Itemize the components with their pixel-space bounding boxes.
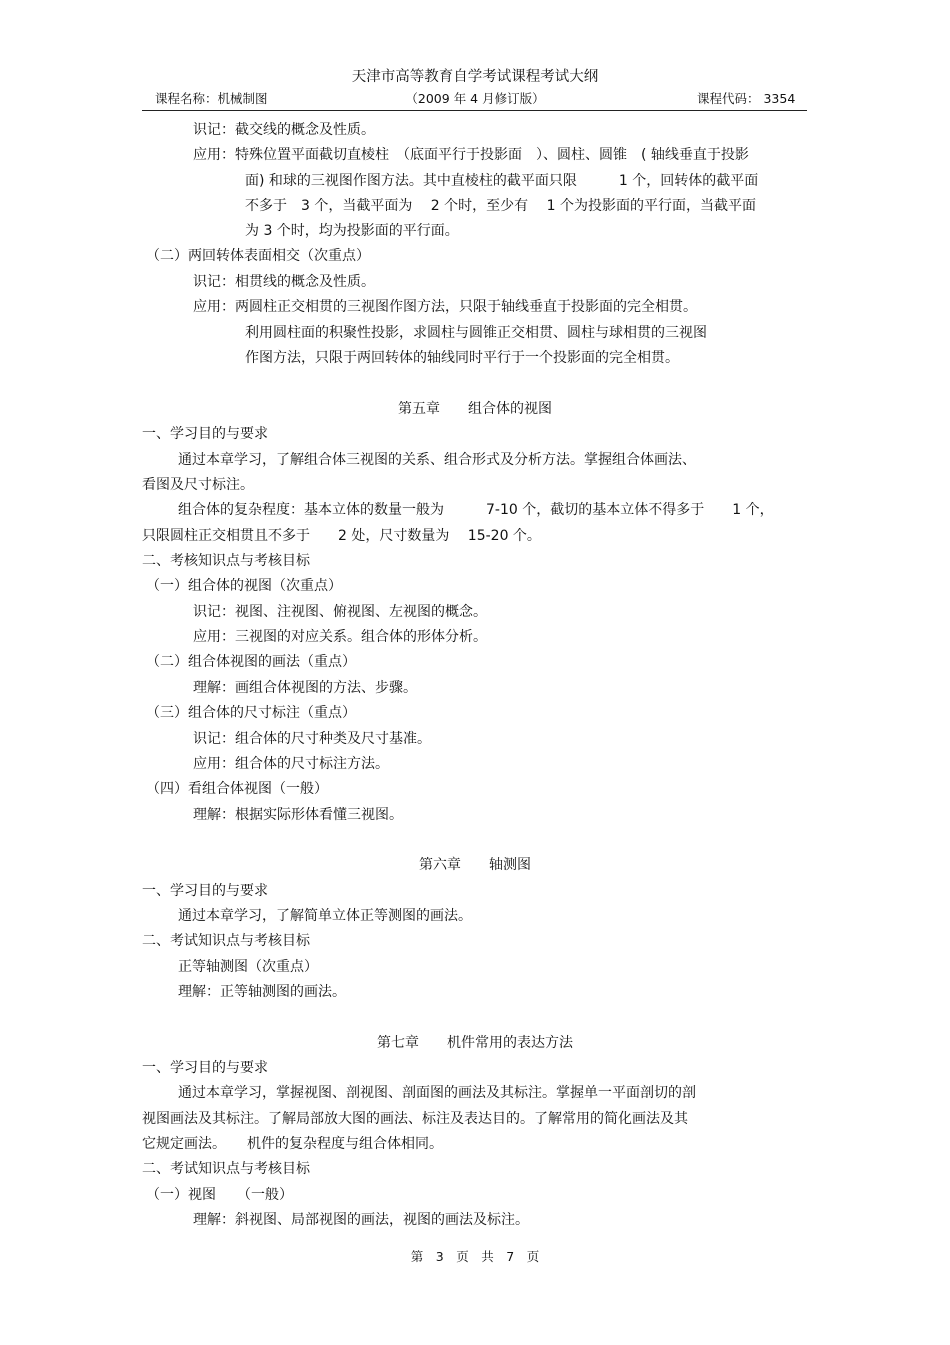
text-line: 正等轴测图（次重点）: [178, 959, 318, 975]
text-line: 利用圆柱面的积聚性投影，求圆柱与圆锥正交相贯、圆柱与球相贯的三视图: [245, 325, 707, 341]
text-line: 看图及尺寸标注。: [142, 477, 254, 493]
text-line: 面) 和球的三视图作图方法。其中直棱柱的截平面只限 1 个，回转体的截平面: [245, 173, 759, 189]
text-line: 理解：斜视图、局部视图的画法，视图的画法及标注。: [193, 1212, 529, 1228]
text-line: 应用：两圆柱正交相贯的三视图作图方法，只限于轴线垂直于投影面的完全相贯。: [193, 299, 697, 315]
text-line: 识记：视图、注视图、俯视图、左视图的概念。: [193, 604, 487, 620]
text-line: 为 3 个时，均为投影面的平行面。: [245, 223, 459, 239]
text-line: 只限圆柱正交相贯且不多于 2 处，尺寸数量为 15-20 个。: [142, 528, 541, 544]
text-line: 不多于 3 个，当截平面为 2 个时，至少有 1 个为投影面的平行面，当截平面: [245, 198, 756, 214]
syllabus-title: 天津市高等教育自学考试课程考试大纲: [351, 69, 599, 85]
section-heading: （四）看组合体视图（一般）: [146, 781, 328, 797]
text-line: 通过本章学习，了解组合体三视图的关系、组合形式及分析方法。掌握组合体画法、: [178, 452, 696, 468]
section-heading: 二、考试知识点与考核目标: [142, 1161, 310, 1177]
text-line: 视图画法及其标注。了解局部放大图的画法、标注及表达目的。了解常用的简化画法及其: [142, 1111, 688, 1127]
text-line: 组合体的复杂程度：基本立体的数量一般为 7-10 个，截切的基本立体不得多于 1 个，: [178, 502, 774, 518]
text-line: 理解：根据实际形体看懂三视图。: [193, 807, 403, 823]
section-heading: 一、学习目的与要求: [142, 883, 268, 899]
chapter-heading: 第六章 轴测图: [419, 857, 531, 873]
text-line: 理解：画组合体视图的方法、步骤。: [193, 680, 417, 696]
section-heading: （一）视图 （一般）: [146, 1187, 293, 1203]
text-line: 作图方法，只限于两回转体的轴线同时平行于一个投影面的完全相贯。: [245, 350, 679, 366]
header-divider: [142, 110, 807, 111]
course-code: 课程代码： 3354: [697, 91, 796, 106]
text-line: 应用：组合体的尺寸标注方法。: [193, 756, 389, 772]
text-line: 理解：正等轴测图的画法。: [178, 984, 346, 1000]
section-heading: （二）两回转体表面相交（次重点）: [146, 248, 370, 264]
revision-note: （2009 年 4 月修订版）: [405, 91, 545, 106]
course-name: 课程名称：机械制图: [155, 91, 268, 106]
section-heading: （一）组合体的视图（次重点）: [146, 578, 342, 594]
section-heading: 二、考试知识点与考核目标: [142, 933, 310, 949]
text-line: 应用：特殊位置平面截切直棱柱 （底面平行于投影面 ）、圆柱、圆锥 ( 轴线垂直于投影: [193, 147, 749, 163]
section-heading: （二）组合体视图的画法（重点）: [146, 654, 356, 670]
section-heading: 一、学习目的与要求: [142, 1060, 268, 1076]
section-heading: 一、学习目的与要求: [142, 426, 268, 442]
text-line: 通过本章学习，了解简单立体正等测图的画法。: [178, 908, 472, 924]
section-heading: （三）组合体的尺寸标注（重点）: [146, 705, 356, 721]
chapter-heading: 第七章 机件常用的表达方法: [377, 1035, 573, 1051]
section-heading: 二、考核知识点与考核目标: [142, 553, 310, 569]
page-number: 第 3 页 共 7 页: [410, 1249, 540, 1264]
text-line: 通过本章学习，掌握视图、剖视图、剖面图的画法及其标注。掌握单一平面剖切的剖: [178, 1085, 696, 1101]
chapter-heading: 第五章 组合体的视图: [398, 401, 552, 417]
text-line: 识记：截交线的概念及性质。: [193, 122, 375, 138]
text-line: 识记：相贯线的概念及性质。: [193, 274, 375, 290]
text-line: 它规定画法。 机件的复杂程度与组合体相同。: [142, 1136, 443, 1152]
text-line: 应用：三视图的对应关系。组合体的形体分析。: [193, 629, 487, 645]
text-line: 识记：组合体的尺寸种类及尺寸基准。: [193, 731, 431, 747]
